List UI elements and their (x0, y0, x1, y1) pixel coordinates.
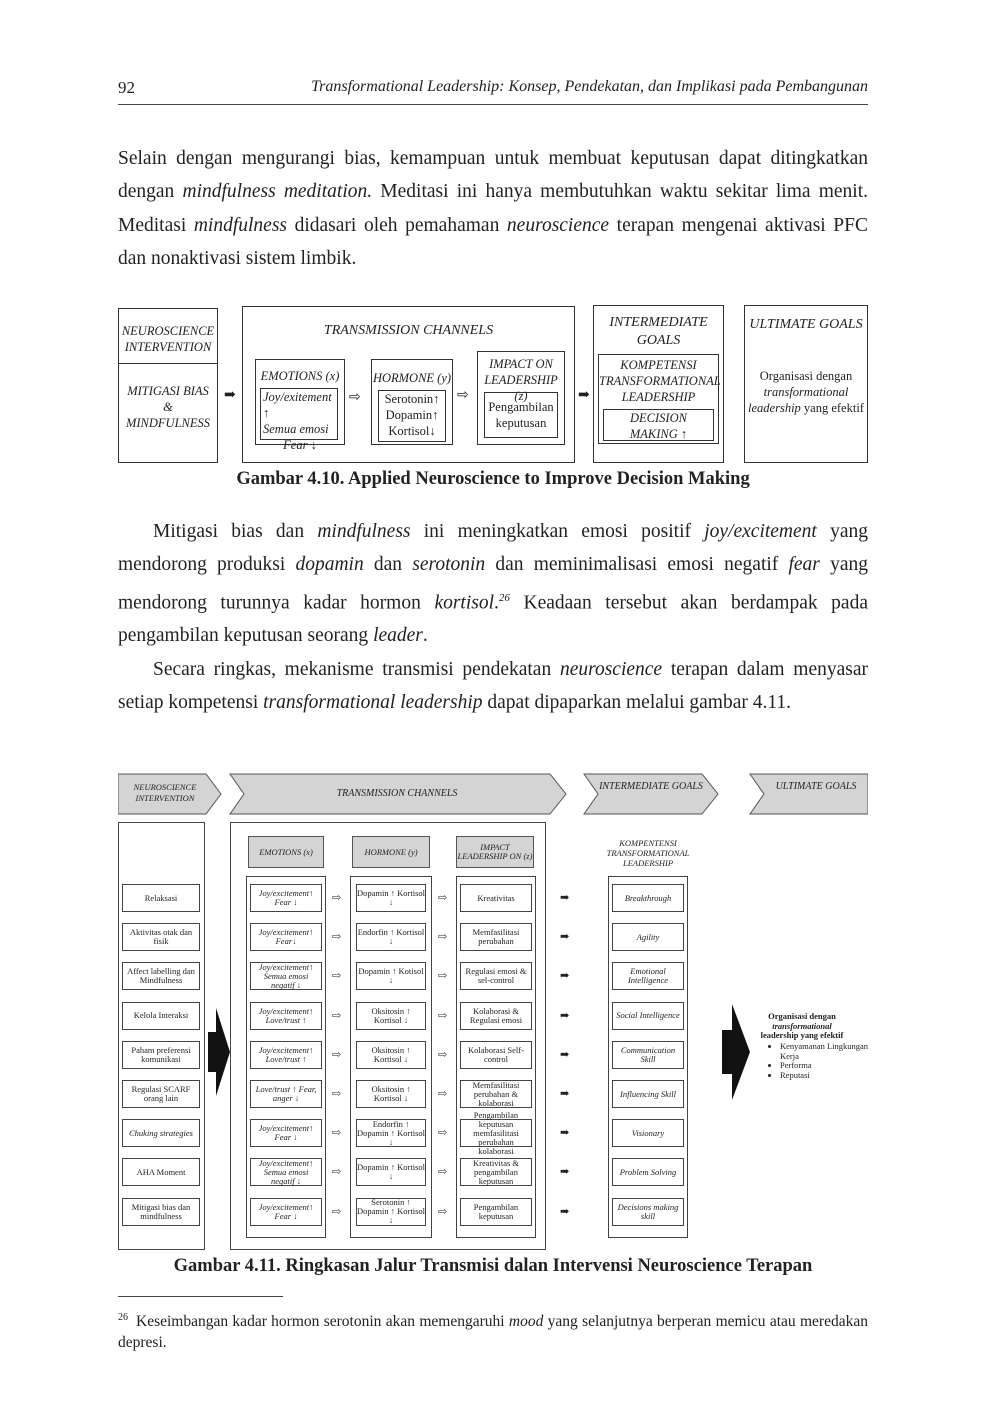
fig1-hormone-serotonin: Serotonin↑ (384, 392, 440, 406)
fig2-sub-kompetensi: KOMPENTENSI TRANSFORMATIONAL LEADERSHIP (606, 838, 690, 868)
footnote: $^{26}$ Keseimbangan kadar hormon serotonin akan memengaruhi mood yang selanjutnya berperan memicu atau meredakan depresi. (118, 1312, 868, 1352)
figure-4-11-caption: Gambar 4.11. Ringkasan Jalur Transmisi dalan Intervensi Neuroscience Terapan (173, 1256, 813, 1276)
arrow-right-outline-icon: ⇨ (332, 970, 342, 983)
arrow-right-outline-icon: ⇨ (438, 892, 448, 904)
fig2-intervention-cell: Chuking strategies (122, 1119, 200, 1147)
fig2-ultimate-l3: leadership yang efektif (760, 1030, 844, 1040)
arrow-right-outline-icon: ⇨ (438, 1088, 448, 1100)
arrow-right-outline-icon: ⇨ (438, 1048, 448, 1061)
arrow-right-icon: ➡ (560, 1166, 570, 1179)
fig2-emotion-cell: Joy/excitement↑ Fear ↓ (250, 1119, 322, 1147)
arrow-right-outline-icon: ⇨ (332, 1127, 342, 1140)
fig1-impact-inner (484, 392, 558, 438)
figure-4-10-caption: Gambar 4.10. Applied Neuroscience to Improve Decision Making (236, 469, 750, 489)
fig2-hormone-cell: Endorfin ↑ Kortisol ↓ (356, 923, 426, 951)
paragraph-3: Secara ringkas, mekanisme transmisi pendekatan neuroscience terapan dalam menyasar setiap kompetensi transformational leadership dapat dipaparkan melalui gambar 4.11. (118, 658, 868, 713)
fig1-hormone-kortisol: Kortisol↓ (388, 424, 436, 438)
fig2-ultimate-text (750, 1012, 854, 1041)
arrow-right-outline-icon: ⇨ (332, 892, 342, 904)
fig1-intermediate-box (593, 305, 724, 463)
fig1-transmission-box (242, 306, 575, 463)
arrow-right-outline-icon: ⇨ (332, 1205, 342, 1218)
fig1-ultimate-l1: Organisasi dengan (759, 369, 853, 383)
big-arrow-right-icon (722, 1002, 750, 1102)
fig2-sub-hormone: HORMONE (y) (352, 836, 430, 868)
fig2-hormone-cell: Dopamin ↑ Kotisol ↓ (356, 962, 426, 990)
paragraph-2: Mitigasi bias dan mindfulness ini meningkatkan emosi positif joy/excitement yang mendorong produksi dopamin dan serotonin dan meminimalisasi emosi negatif fear yang mendorong turunnya kadar hormon kortisol.$^{26}$ Keadaan tersebut akan berdampak pada pengambilan keputusan seorang leader. Secara ringkas, mekanisme transmisi pendekatan neuroscience terapan dalam menyasar setiap kompetensi transformational leadership dapat dipaparkan melalui gambar 4.11. (118, 515, 868, 719)
fig1-decision-l1: DECISION (630, 411, 687, 425)
arrow-right-icon: ➡ (224, 388, 236, 403)
fig2-h-ultimate: ULTIMATE GOALS (775, 781, 857, 792)
header-rule (118, 104, 868, 105)
fig2-h-transmission: TRANSMISSION CHANNELS (336, 788, 458, 799)
fig2-hormone-cell: Oksitosin ↑ Kortisol ↓ (356, 1002, 426, 1030)
fig2-sub-impact: IMPACT LEADERSHIP ON (z) (456, 836, 534, 868)
arrow-right-outline-icon: ⇨ (438, 1009, 448, 1022)
fig1-emotion-semua: Semua emosi (263, 422, 329, 436)
arrow-right-icon: ➡ (560, 931, 570, 944)
fig1-ultimate-l2: transformational (763, 385, 849, 399)
arrow-right-outline-icon: ⇨ (438, 931, 448, 944)
fig1-impact-box (477, 351, 565, 445)
fig1-impact-header: IMPACT ON LEADERSHIP (z) (484, 357, 558, 403)
fig1-hormone-box (371, 359, 453, 445)
fig1-ultimate-header: ULTIMATE GOALS (749, 317, 863, 332)
fig2-hormone-cell: Endorfin ↑ Dopamin ↑ Kortisol ↓ (357, 1118, 425, 1147)
fig1-hormone-inner (378, 390, 446, 442)
fig2-competency-cell: Communication Skill (612, 1041, 684, 1069)
running-title: Transformational Leadership: Konsep, Pendekatan, dan Implikasi pada Pembangunan (311, 78, 868, 95)
arrow-right-icon: ➡ (560, 1088, 570, 1100)
arrow-right-icon: ➡ (560, 1127, 570, 1140)
fig2-emotion-cell: Joy/excitement↑ Semua emosi negatif ↓ (250, 1158, 322, 1186)
fig1-intervention-l2: & (163, 400, 173, 414)
arrow-right-icon: ➡ (560, 1205, 570, 1218)
fig2-impact-cell: Pengambilan keputusan (460, 1198, 532, 1226)
fig2-intervention-cell: Relaksasi (122, 884, 200, 912)
fig2-impact-cell: Kreativitas (460, 884, 532, 912)
fig2-intervention-cell: Regulasi SCARF orang lain (122, 1080, 200, 1108)
arrow-right-outline-icon: ⇨ (332, 1009, 342, 1022)
fig2-emotion-cell: Joy/excitement↑ Fear ↓ (250, 1198, 322, 1226)
fig2-h-intervention: NEUROSCIENCE INTERVENTION (133, 782, 197, 803)
fig1-ultimate-box (744, 305, 868, 463)
fig1-emotions-inner (260, 388, 338, 452)
fig2-impact-cell: Memfasilitasi perubahan & kolaborasi (460, 1080, 532, 1108)
fig2-ultimate-bullets (772, 1042, 874, 1080)
fig2-bullet: • Performa (780, 1061, 874, 1071)
fig1-impact-l2: keputusan (495, 416, 547, 430)
fig2-impact-cell: Kolaborasi Self-control (460, 1041, 532, 1069)
arrow-right-icon: ➡ (560, 970, 570, 983)
fig2-bullet: • Kenyamanan Lingkungan Kerja (780, 1042, 874, 1061)
fig2-intervention-cell: Aktivitas otak dan fisik (122, 923, 200, 951)
fig1-intermediate-header: INTERMEDIATE GOALS (609, 315, 708, 348)
fig1-ultimate-l3: yang efektif (800, 401, 864, 415)
fig2-intervention-cell: AHA Moment (122, 1158, 200, 1186)
arrow-right-outline-icon: ⇨ (457, 388, 469, 403)
fig2-hormone-cell: Dopamin ↑ Kortisol ↓ (356, 1158, 426, 1186)
fig2-impact-cell: Pengambilan keputusan memfasilitasi perubahan kolaborasi (460, 1119, 532, 1147)
fig1-decision-l2: MAKING ↑ (629, 427, 688, 441)
fig1-intervention-box (118, 308, 218, 463)
fig2-emotion-cell: Joy/excitement↑ Love/trust ↑ (250, 1002, 322, 1030)
figure-4-11 (118, 772, 868, 1252)
arrow-right-outline-icon: ⇨ (349, 390, 361, 405)
fig1-intervention-header: NEUROSCIENCE INTERVENTION (121, 324, 215, 354)
fig2-competency-cell: Social Intelligence (612, 1002, 684, 1030)
fig2-intervention-cell: Affect labelling dan Mindfulness (122, 962, 200, 990)
fig2-competency-cell: Breakthrough (612, 884, 684, 912)
fig2-intervention-cell: Mitigasi bias dan mindfulness (122, 1198, 200, 1226)
fig1-kompetensi-header: KOMPETENSI TRANSFORMATIONAL LEADERSHIP (599, 358, 721, 404)
arrow-right-icon: ➡ (578, 388, 590, 403)
fig1-emotions-header: EMOTIONS (x) (260, 369, 340, 383)
fig1-kompetensi-box (598, 354, 719, 444)
fig1-intervention-l1: MITIGASI BIAS (127, 384, 209, 398)
figure-4-10 (118, 305, 868, 463)
arrow-right-outline-icon: ⇨ (332, 1166, 342, 1179)
fig1-ultimate-text (745, 368, 867, 416)
chevron-intermediate (584, 774, 718, 814)
chevron-ultimate (750, 774, 868, 814)
fig2-hormone-cell: Oksitosin ↑ Kortisol ↓ (356, 1080, 426, 1108)
fig2-competency-cell: Decisions making skill (612, 1198, 684, 1226)
footnote-rule (118, 1296, 283, 1297)
fig2-competency-cell: Emotional Intelligence (612, 962, 684, 990)
arrow-right-icon: ➡ (560, 892, 570, 904)
fig2-emotion-cell: Joy/excitement↑ Love/trust ↑ (250, 1041, 322, 1069)
fig1-hormone-header: HORMONE (y) (372, 371, 452, 385)
fig1-emotion-fear: Fear ↓ (283, 438, 317, 452)
fig2-bullet: • Reputasi (780, 1071, 874, 1081)
fig1-emotion-joy: Joy/exitement ↑ (263, 390, 332, 420)
fig1-ultimate-l3i: leadership (748, 401, 801, 415)
big-arrow-right-icon (208, 1002, 230, 1102)
fig2-intervention-cell: Paham preferensi komunikasi (122, 1041, 200, 1069)
fig2-emotion-cell: Joy/excitement↑ Fear↓ (250, 923, 322, 951)
fig2-impact-cell: Kolaborasi & Regulasi emosi (460, 1002, 532, 1030)
fig2-emotion-cell: Joy/excitement↑ Fear ↓ (250, 884, 322, 912)
fig2-impact-cell: Memfasilitasi perubahan (460, 923, 532, 951)
arrow-right-outline-icon: ⇨ (332, 1088, 342, 1100)
fig2-intervention-cell: Kelola Interaksi (122, 1002, 200, 1030)
fig1-decision-box (603, 409, 714, 441)
fig1-emotions-box (255, 359, 345, 452)
fig2-ultimate-l2: transformational (772, 1020, 832, 1031)
fig2-impact-cell: Kreativitas & pengambilan keputusan (460, 1158, 532, 1186)
arrow-right-outline-icon: ⇨ (332, 1048, 342, 1061)
fig2-competency-cell: Influencing Skill (612, 1080, 684, 1108)
arrow-right-icon: ➡ (560, 1048, 570, 1061)
fig2-competency-cell: Agility (612, 923, 684, 951)
page-number: 92 (118, 78, 135, 97)
fig2-hormone-cell: Serotonin ↑ Dopamin ↑ Kortisol ↓ (357, 1197, 425, 1226)
arrow-right-outline-icon: ⇨ (438, 1205, 448, 1218)
fig2-competency-cell: Problem Solving (612, 1158, 684, 1186)
arrow-right-outline-icon: ⇨ (438, 1127, 448, 1140)
fig2-hormone-cell: Oksitosin ↑ Kortisol ↓ (356, 1041, 426, 1069)
paragraph-1: Selain dengan mengurangi bias, kemampuan untuk membuat keputusan dapat ditingkatkan dengan mindfulness meditation. Meditasi ini hanya membutuhkan waktu sekitar lima menit. Meditasi mindfulness didasari oleh pemahaman neuroscience terapan mengenai aktivasi PFC dan nonaktivasi sistem limbik. (118, 148, 868, 269)
fig2-ultimate-l1: Organisasi dengan (768, 1011, 836, 1021)
fig2-hormone-cell: Dopamin ↑ Kortisol ↓ (356, 884, 426, 912)
fig1-impact-l1: Pengambilan (488, 400, 554, 414)
arrow-right-outline-icon: ⇨ (332, 931, 342, 944)
fig2-sub-emotions: EMOTIONS (x) (248, 836, 324, 868)
fig2-h-intermediate: INTERMEDIATE GOALS (599, 781, 703, 792)
fig1-hormone-dopamin: Dopamin↑ (385, 408, 439, 422)
fig2-emotion-cell: Love/trust ↑ Fear, anger ↓ (250, 1080, 322, 1108)
fig2-emotion-cell: Joy/excitement↑ Semua emosi negatif ↓ (250, 962, 322, 990)
fig1-transmission-header: TRANSMISSION CHANNELS (323, 323, 494, 338)
arrow-right-outline-icon: ⇨ (438, 1166, 448, 1179)
fig2-impact-cell: Regulasi emosi & sel-control (460, 962, 532, 990)
arrow-right-icon: ➡ (560, 1009, 570, 1022)
fig1-intervention-l3: MINDFULNESS (125, 416, 211, 430)
arrow-right-outline-icon: ⇨ (438, 970, 448, 983)
fig2-competency-cell: Visionary (612, 1119, 684, 1147)
